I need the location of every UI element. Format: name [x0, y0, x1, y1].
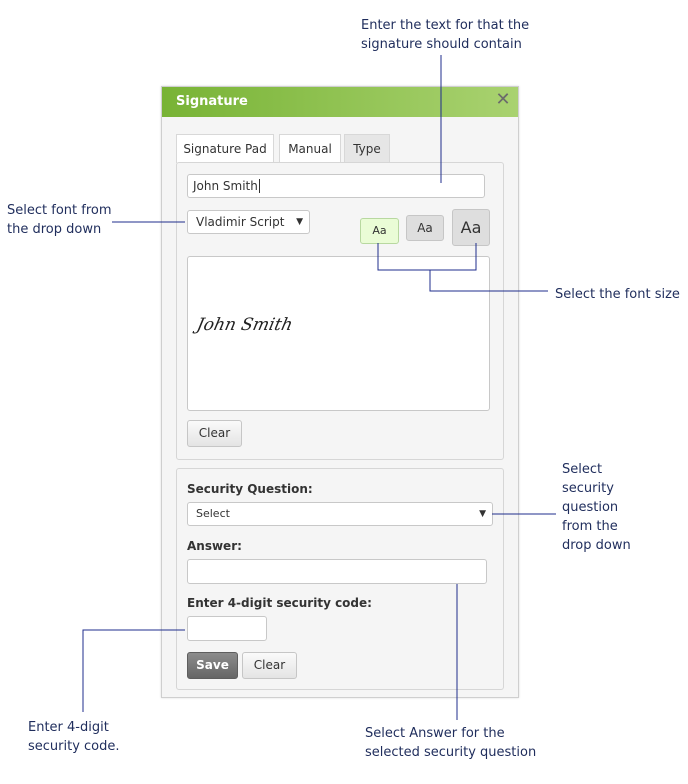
tab-manual[interactable]: Manual	[279, 134, 341, 163]
font-size-small-button[interactable]: Aa	[360, 218, 399, 244]
save-button[interactable]: Save	[187, 652, 238, 679]
tab-signature-pad[interactable]: Signature Pad	[176, 134, 274, 163]
security-question-label: Security Question:	[187, 482, 313, 496]
signature-text-input[interactable]	[187, 174, 485, 198]
callout-answer: Select Answer for the selected security question	[365, 726, 537, 760]
security-question-value: Select	[196, 507, 230, 520]
signature-preview-text: John Smith	[194, 315, 295, 335]
callout-text-entry: Enter the text for that the signature should contain	[361, 18, 530, 52]
chevron-down-icon: ▼	[296, 217, 303, 227]
font-select[interactable]	[187, 210, 310, 234]
security-clear-button[interactable]: Clear	[242, 652, 297, 679]
dialog-title: Signature	[176, 94, 248, 109]
font-size-medium-button[interactable]: Aa	[406, 215, 444, 241]
close-icon[interactable]: ✕	[495, 89, 511, 110]
signature-preview-area	[187, 256, 490, 411]
answer-label: Answer:	[187, 539, 242, 553]
callout-security-question: Select security question from the drop down	[562, 462, 631, 553]
callout-font-select: Select font from the drop down	[7, 203, 112, 237]
callout-font-size: Select the font size	[555, 287, 680, 302]
signature-panel	[176, 162, 504, 460]
tab-type[interactable]: Type	[344, 134, 390, 163]
dialog-titlebar	[162, 87, 518, 117]
answer-input[interactable]	[187, 559, 487, 584]
chevron-down-icon: ▼	[479, 509, 486, 519]
signature-dialog	[161, 86, 519, 698]
signature-clear-button[interactable]: Clear	[187, 420, 242, 447]
security-code-input[interactable]	[187, 616, 267, 641]
callout-security-code: Enter 4-digit security code.	[28, 720, 120, 754]
font-select-value: Vladimir Script	[196, 215, 285, 229]
security-panel	[176, 468, 504, 690]
security-code-label: Enter 4-digit security code:	[187, 596, 372, 610]
security-question-select[interactable]	[187, 502, 493, 526]
signature-text-value: John Smith	[193, 179, 258, 193]
font-size-large-button[interactable]: Aa	[452, 209, 490, 246]
